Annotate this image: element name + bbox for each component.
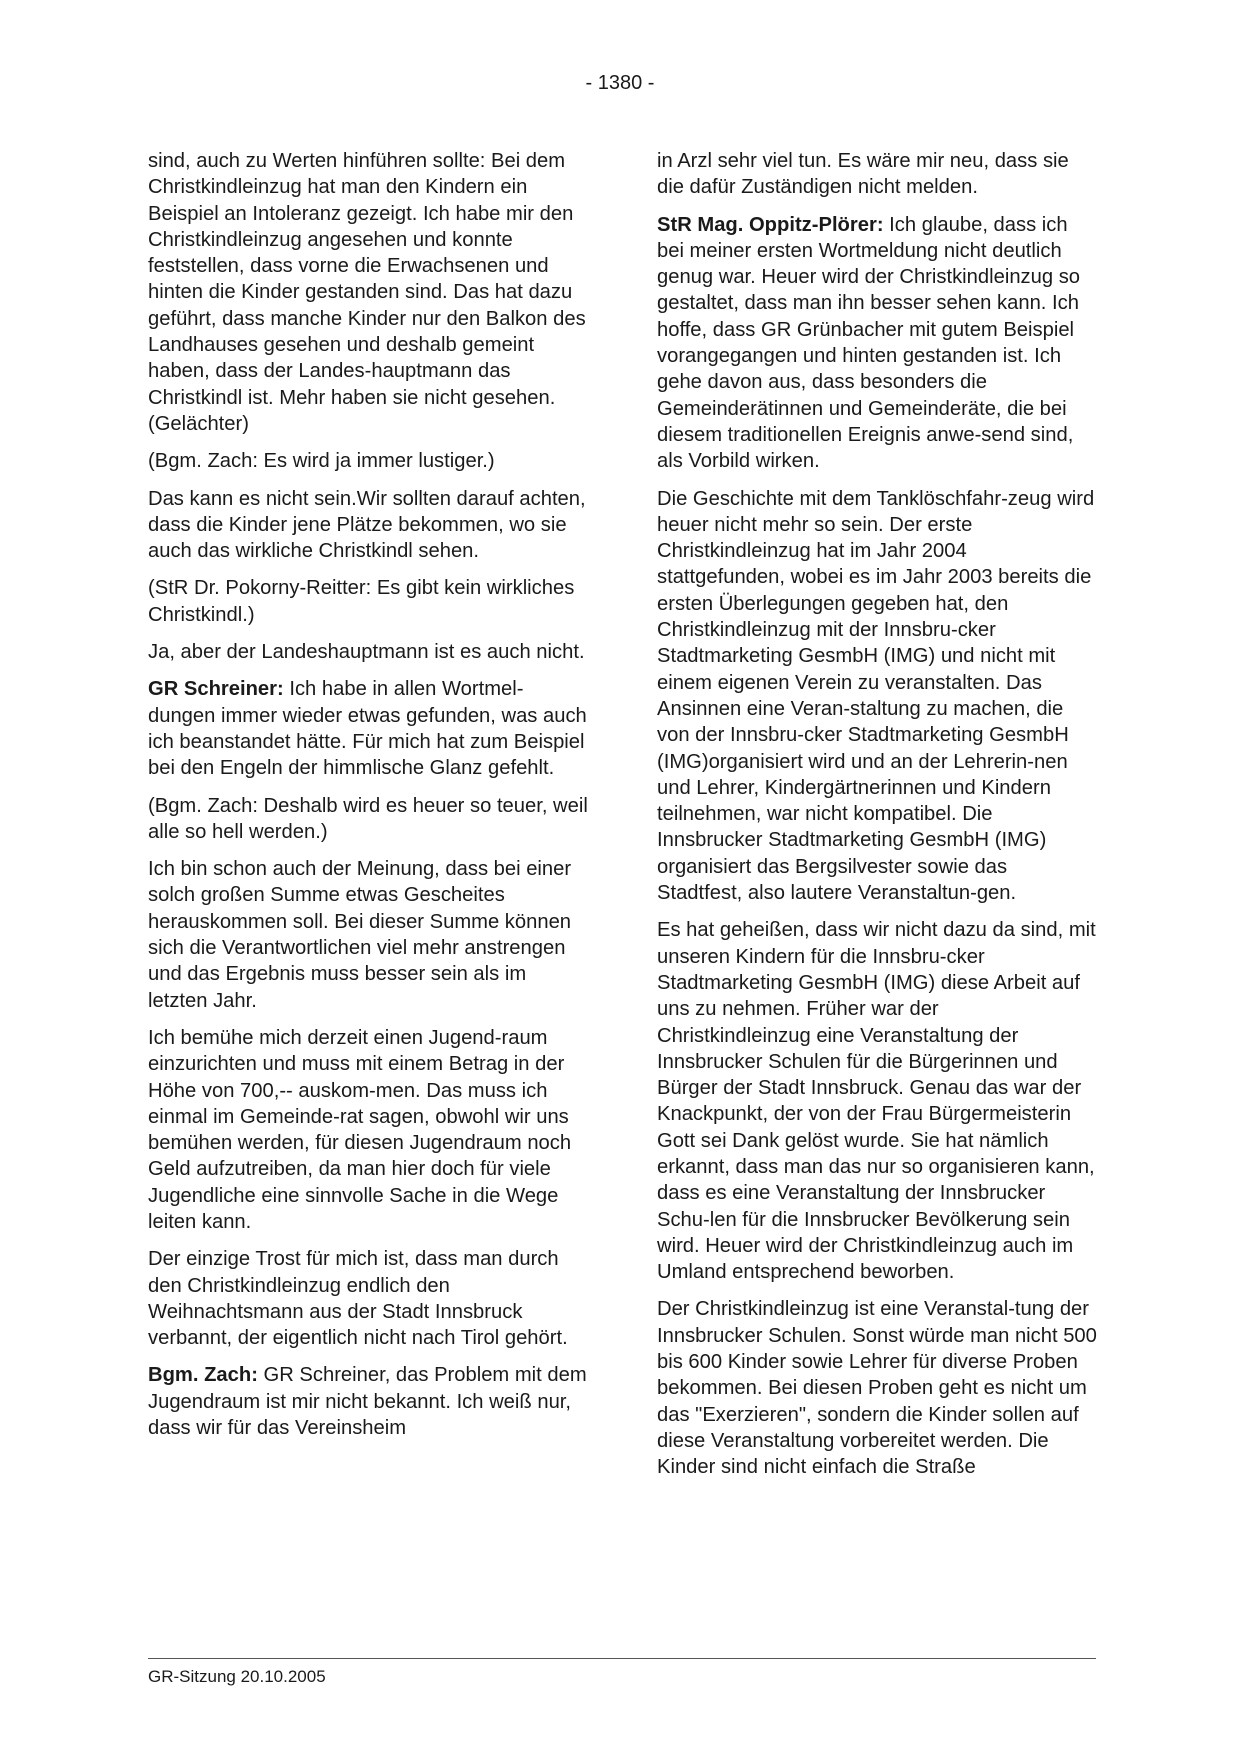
paragraph-text: (StR Dr. Pokorny-Reitter: Es gibt kein wirkliches Christkindl.): [148, 577, 575, 626]
paragraph-text: Ich bin schon auch der Meinung, dass bei einer solch großen Summe etwas Gescheites herauskommen soll. Bei dieser Summe können sich die Verantwortlichen viel mehr anstrengen und das Ergebnis muss besser sein als im letzten Jahr.: [148, 858, 572, 1012]
paragraph: [657, 486, 1097, 907]
paragraph-text: Ich habe in allen Wortmel-dungen immer wieder etwas gefunden, was auch ich beanstandet hätte. Für mich hat zum Beispiel bei den Engeln der himmlische Glanz gefehlt.: [148, 678, 587, 780]
paragraph: [148, 676, 588, 781]
paragraph-text: Der Christkindleinzug ist eine Veranstal-tung der Innsbrucker Schulen. Sonst würde man nicht 500 bis 600 Kinder sowie Lehrer für diverse Proben bekommen. Bei diesen Proben geht es nicht um das "Exerzieren", sondern die Kinder sollen auf diese Veranstaltung vorbereitet werden. Die Kinder sind nicht einfach die Straße: [657, 1298, 1097, 1479]
paragraph: [148, 856, 588, 1014]
paragraph: [657, 1296, 1097, 1480]
paragraph: [148, 793, 588, 846]
paragraph-text: Ja, aber der Landeshauptmann ist es auch nicht.: [148, 641, 585, 664]
speaker-name: GR Schreiner:: [148, 678, 284, 701]
paragraph: [148, 1246, 588, 1351]
paragraph: [148, 1362, 588, 1441]
page-number: - 1380 -: [585, 72, 655, 94]
paragraph: [148, 448, 588, 474]
paragraph-text: (Bgm. Zach: Es wird ja immer lustiger.): [148, 450, 495, 473]
paragraph-text: GR Schreiner, das Problem mit dem Jugendraum ist mir nicht bekannt. Ich weiß nur, dass wir für das Vereinsheim: [148, 1364, 587, 1440]
paragraph-text: in Arzl sehr viel tun. Es wäre mir neu, dass sie die dafür Zuständigen nicht melden.: [657, 150, 1069, 199]
paragraph: [148, 148, 588, 437]
paragraph: [148, 639, 588, 665]
paragraph: [657, 212, 1097, 475]
paragraph-text: Ich glaube, dass ich bei meiner ersten Wortmeldung nicht deutlich genug war. Heuer wird der Christkindleinzug so gestaltet, dass man ihn besser sehen kann. Ich hoffe, dass GR Grünbacher mit gutem Beispiel vorangegangen und hinten gestanden ist. Ich gehe davon aus, dass besonders die Gemeinderätinnen und Gemeinderäte, die bei diesem traditionellen Ereignis anwe-send sind, als Vorbild wirken.: [657, 213, 1081, 473]
speaker-name: Bgm. Zach:: [148, 1364, 258, 1387]
paragraph: [657, 148, 1097, 201]
paragraph-text: Es hat geheißen, dass wir nicht dazu da sind, mit unseren Kindern für die Innsbru-cker Stadtmarketing GesmbH (IMG) diese Arbeit auf uns zu nehmen. Früher war der Christkindleinzug eine Veranstaltung der Innsbrucker Schulen für die Bürgerinnen und Bürger der Stadt Innsbruck. Genau das war der Knackpunkt, der von der Frau Bürgermeisterin Gott sei Dank gelöst wurde. Sie hat nämlich erkannt, dass man das nur so organisieren kann, dass es eine Veranstaltung der Innsbrucker Schu-len für die Innsbrucker Bevölkerung sein wird. Heuer wird der Christkindleinzug auch im Umland entsprechend beworben.: [657, 919, 1096, 1284]
paragraph: [148, 1025, 588, 1235]
paragraph-text: Das kann es nicht sein.Wir sollten darauf achten, dass die Kinder jene Plätze bekommen, wo sie auch das wirkliche Christkindl sehen.: [148, 487, 586, 563]
paragraph: [148, 575, 588, 628]
paragraph-text: (Bgm. Zach: Deshalb wird es heuer so teuer, weil alle so hell werden.): [148, 794, 588, 843]
paragraph-text: Ich bemühe mich derzeit einen Jugend-raum einzurichten und muss mit einem Betrag in der Höhe von 700,-- auskom-men. Das muss ich einmal im Gemeinde-rat sagen, obwohl wir uns bemühen werden, für diesen Jugendraum noch Geld aufzutreiben, da man hier doch für viele Jugendliche eine sinnvolle Sache in die Wege leiten kann.: [148, 1026, 572, 1233]
speaker-name: StR Mag. Oppitz-Plörer:: [657, 213, 884, 236]
paragraph-text: sind, auch zu Werten hinführen sollte: Bei dem Christkindleinzug hat man den Kindern ein Beispiel an Intoleranz gezeigt. Ich habe mir den Christkindleinzug angesehen und konnte feststellen, dass vorne die Erwachsenen und hinten die Kinder gestanden sind. Das hat dazu geführt, dass manche Kinder nur den Balkon des Landhauses gesehen und deshalb gemeint haben, dass der Landes-hauptmann das Christkindl ist. Mehr haben sie nicht gesehen. (Gelächter): [148, 150, 586, 435]
footer-text: GR-Sitzung 20.10.2005: [148, 1667, 326, 1686]
left-column: [148, 148, 588, 1452]
footer-divider: [148, 1658, 1096, 1659]
paragraph: [657, 917, 1097, 1285]
right-column: [657, 148, 1097, 1492]
paragraph: [148, 486, 588, 565]
paragraph-text: Die Geschichte mit dem Tanklöschfahr-zeug wird heuer nicht mehr so sein. Der erste Christkindleinzug hat im Jahr 2004 stattgefunden, wobei es im Jahr 2003 bereits die ersten Überlegungen gegeben hat, den Christkindleinzug mit der Innsbru-cker Stadtmarketing GesmbH (IMG) und nicht mit einem eigenen Verein zu veranstalten. Das Ansinnen eine Veran-staltung zu machen, die von der Innsbru-cker Stadtmarketing GesmbH (IMG)organisiert wird und an der Lehrerin-nen und Lehrer, Kindergärtnerinnen und Kindern teilnehmen, war nicht kompatibel. Die Innsbrucker Stadtmarketing GesmbH (IMG) organisiert das Bergsilvester sowie das Stadtfest, also lautere Veranstaltun-gen.: [657, 487, 1095, 905]
paragraph-text: Der einzige Trost für mich ist, dass man durch den Christkindleinzug endlich den Weihnachtsmann aus der Stadt Innsbruck verbannt, der eigentlich nicht nach Tirol gehört.: [148, 1248, 568, 1350]
